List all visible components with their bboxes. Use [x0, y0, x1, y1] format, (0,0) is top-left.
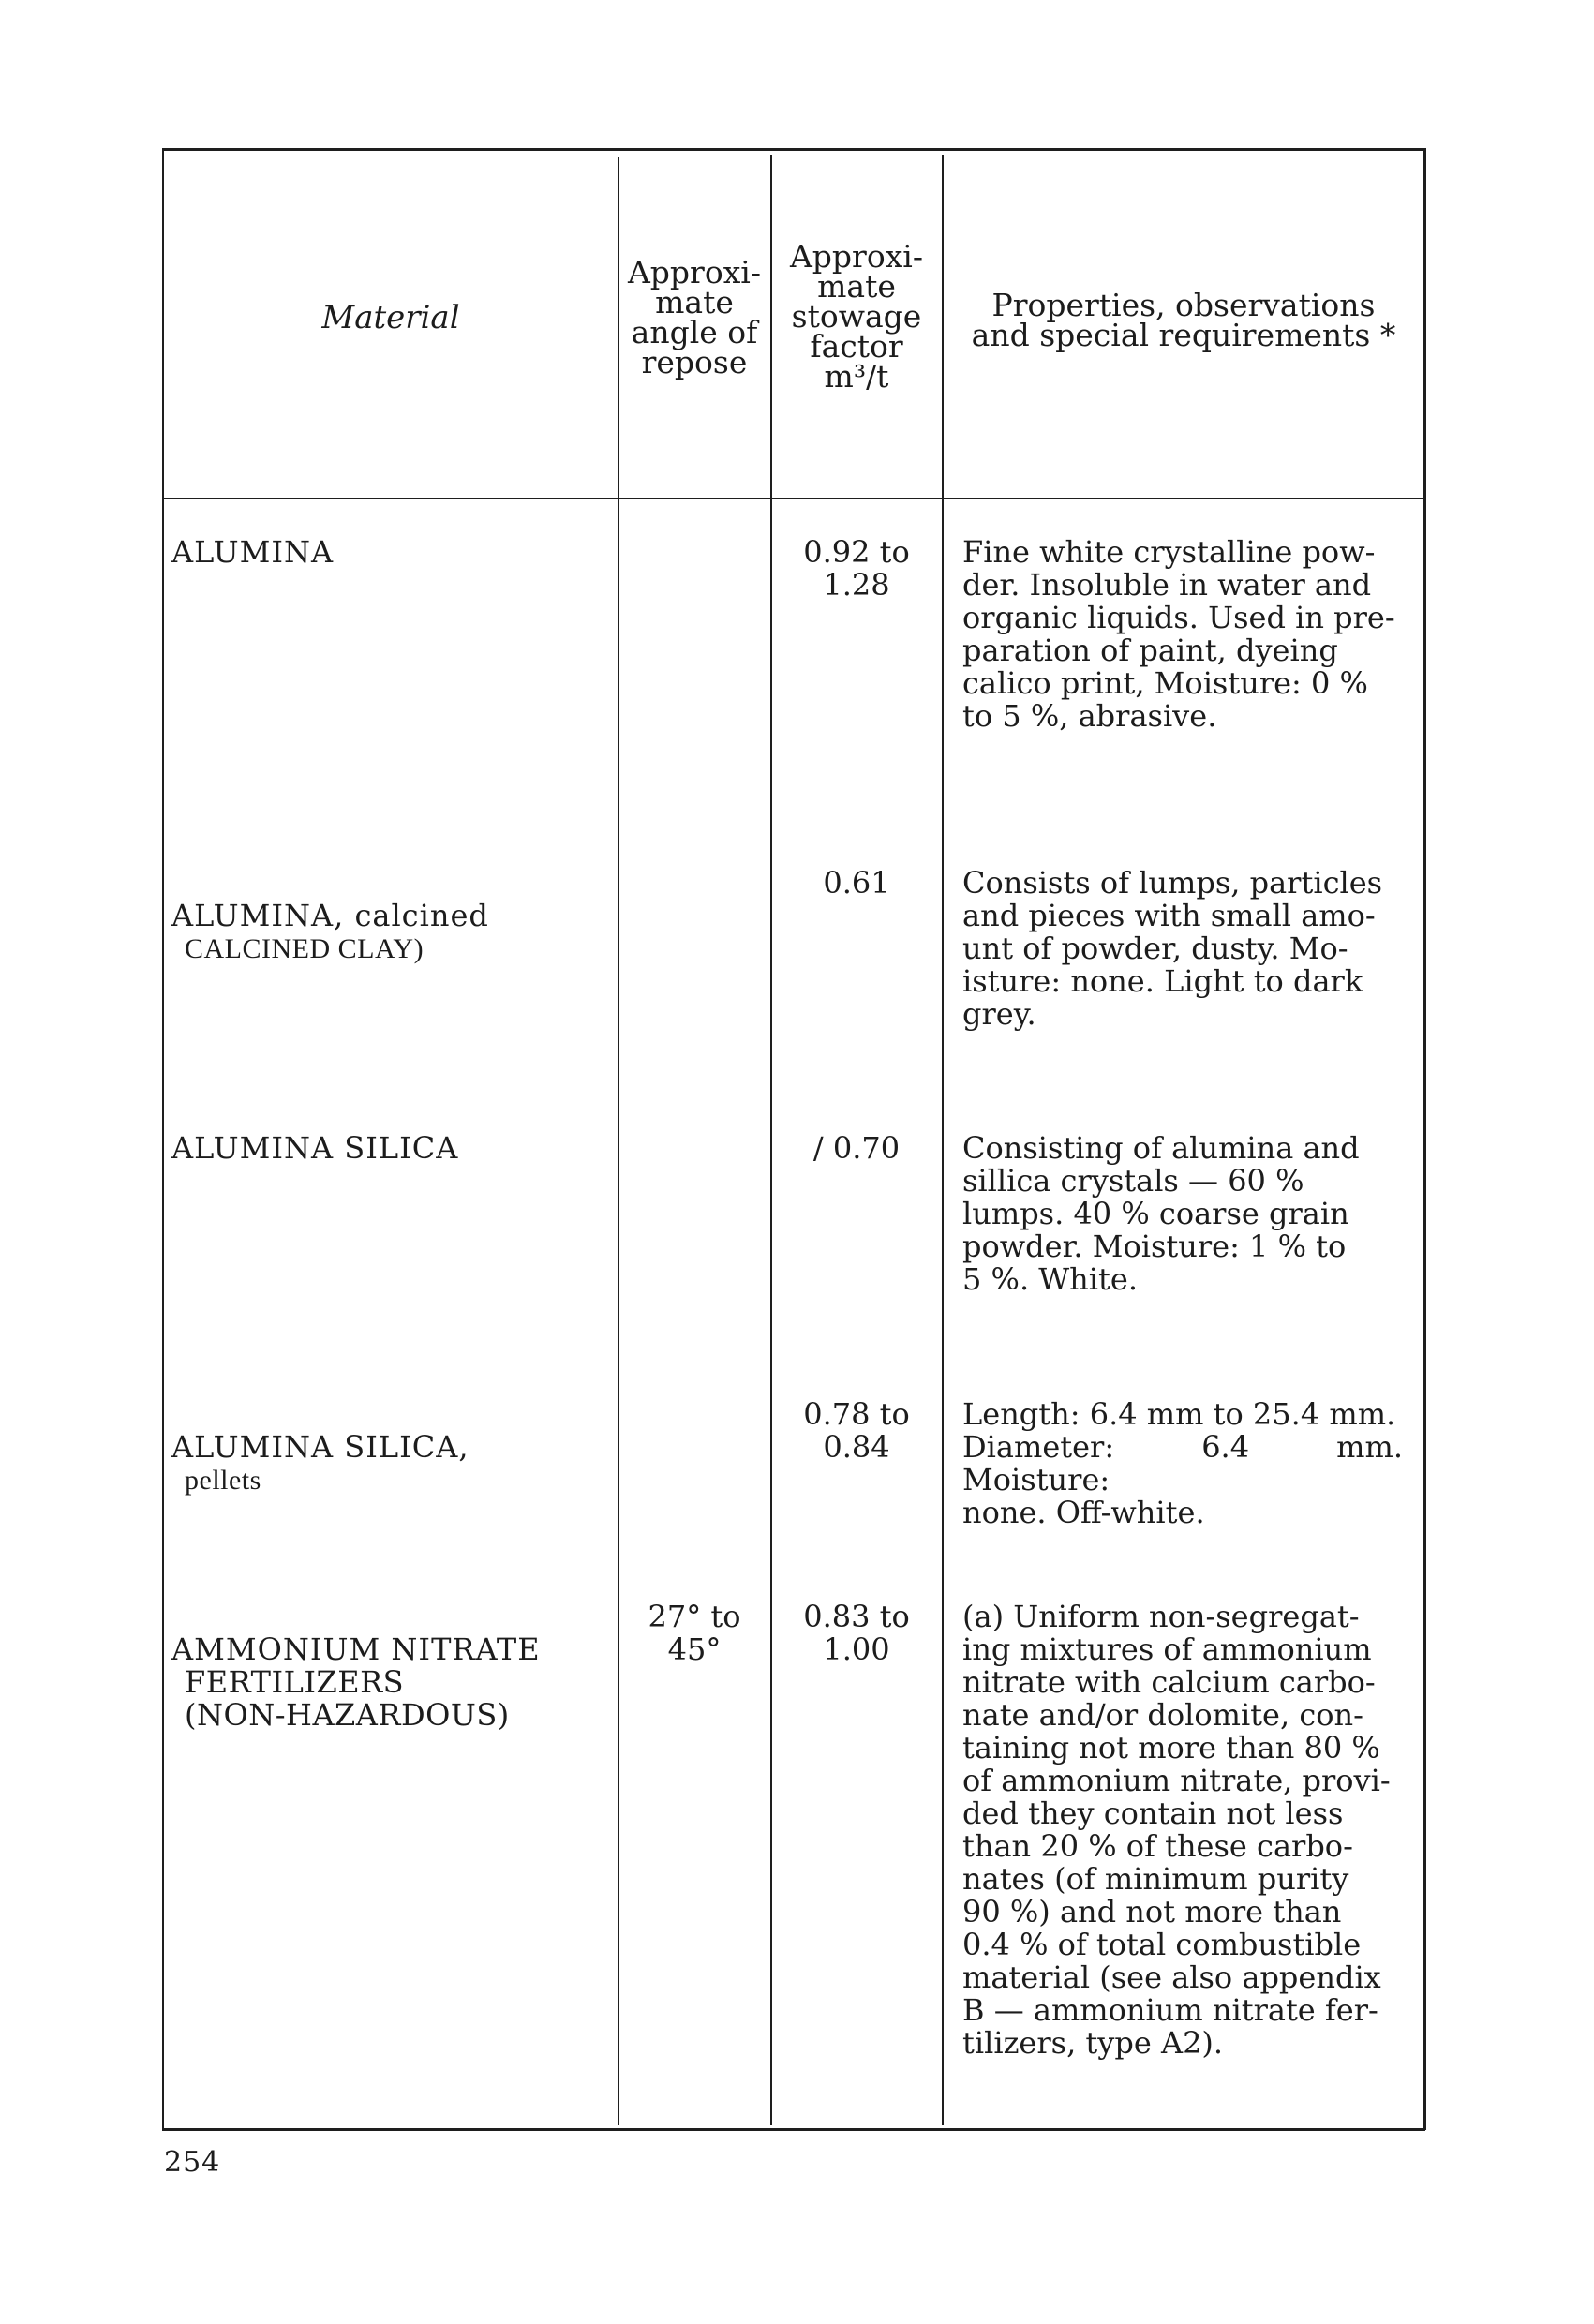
properties-text: Length: 6.4 mm to 25.4 mm. Diameter: 6.4 mm. Moisture: none. Off-white.: [962, 1396, 1403, 1530]
material-name-block: [171, 1601, 612, 1765]
header-material: Material: [321, 299, 460, 336]
material-subtitle: CALCINED CLAY): [185, 933, 425, 964]
column-divider-3: [942, 155, 944, 2125]
material-name-block: [171, 1398, 612, 1529]
page-number: 254: [164, 2146, 221, 2179]
material-name: ALUMINA: [171, 534, 335, 570]
stowage-factor-value: 0.78 to 0.84: [803, 1396, 910, 1465]
stowage-factor-value: 0.83 to 1.00: [803, 1599, 910, 1667]
column-divider-1: [618, 157, 619, 2125]
material-subtitle: FERTILIZERS (NON-HAZARDOUS): [185, 1664, 510, 1733]
table-top-rule: [162, 148, 1425, 151]
header-properties: Properties, observations and special requirements *: [971, 287, 1396, 353]
properties-text: Fine white crystalline pow- der. Insoluble in water and organic liquids. Used in pre- paration of paint, dyeing calico print, Moisture: 0 % to 5 %, abrasive.: [962, 534, 1395, 734]
material-subtitle: pellets: [185, 1465, 261, 1496]
material-name: ALUMINA, calcined: [171, 898, 489, 933]
header-bottom-rule: [162, 498, 1425, 499]
properties-text: Consisting of alumina and sillica crystals — 60 % lumps. 40 % coarse grain powder. Moisture: 1 % to 5 %. White.: [962, 1130, 1360, 1297]
header-angle-of-repose: Approxi- mate angle of repose: [627, 254, 762, 380]
angle-of-repose-value: 27° to 45°: [648, 1599, 741, 1667]
properties-text: Consists of lumps, particles and pieces with small amo- unt of powder, dusty. Mo- isture: none. Light to dark grey.: [962, 865, 1383, 1032]
stowage-factor-value: 0.92 to 1.28: [803, 534, 910, 603]
properties-text: (a) Uniform non-segregat- ing mixtures of ammonium nitrate with calcium carbo- nate and/or dolomite, con- taining not more than 80 % of ammonium nitrate, provi- ded they contain not less than 20 % of these carbo- nates (of minimum purity 90 %) and not more than 0.4 % of total combustible material (see also appendix B — ammonium nitrate fer- tilizers, type A2).: [962, 1599, 1391, 2061]
stowage-factor-value: / 0.70: [812, 1130, 901, 1166]
stowage-factor-value: 0.61: [823, 865, 890, 901]
table-right-rule: [1423, 148, 1426, 2130]
material-name: AMMONIUM NITRATE: [171, 1631, 541, 1667]
table-left-rule: [162, 148, 164, 2130]
column-divider-2: [770, 155, 772, 2125]
material-name-block: [171, 867, 612, 998]
header-stowage-factor: Approxi- mate stowage factor m³/t: [789, 238, 924, 395]
table-bottom-rule: [162, 2128, 1425, 2131]
material-name: ALUMINA SILICA,: [171, 1429, 469, 1465]
material-name: ALUMINA SILICA: [171, 1130, 459, 1166]
